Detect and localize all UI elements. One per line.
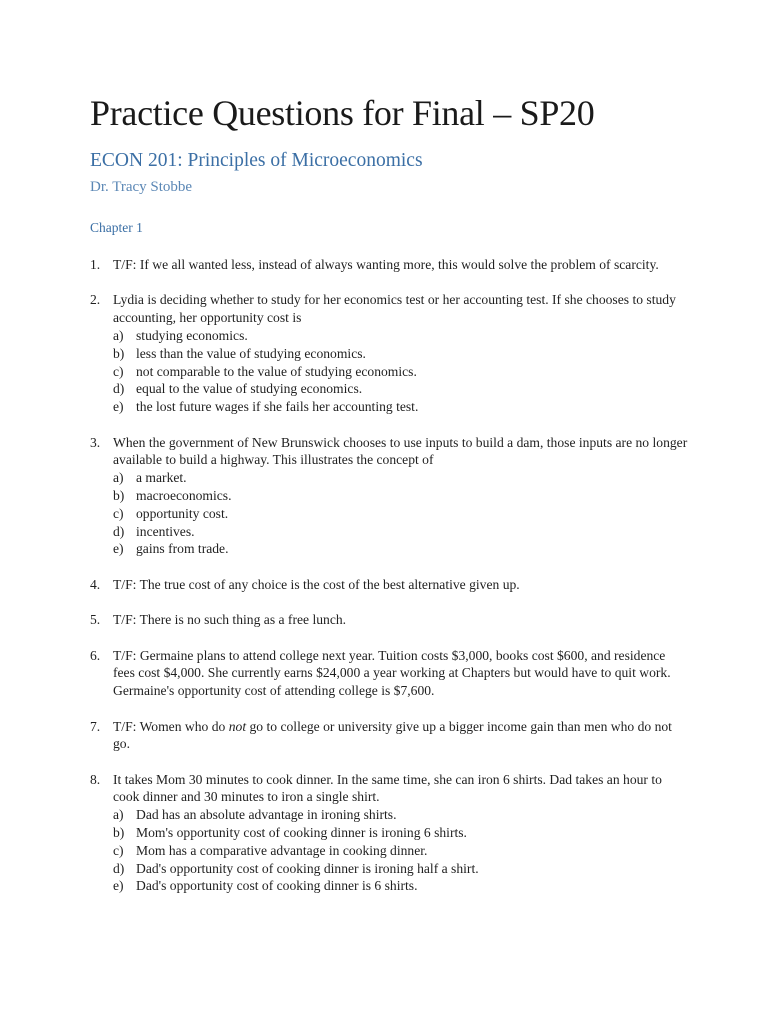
question-6	[90, 647, 690, 700]
course-subtitle: ECON 201: Principles of Microeconomics	[90, 150, 423, 171]
instructor-name: Dr. Tracy Stobbe	[90, 179, 193, 195]
option-letter: b)	[113, 825, 125, 841]
answer-option	[113, 327, 690, 345]
chapter-heading: Chapter 1	[90, 220, 143, 235]
question-text: T/F: If we all wanted less, instead of always wanting more, this would solve the problem of scarcity.	[113, 257, 659, 272]
answer-options	[113, 806, 690, 895]
option-letter: b)	[113, 487, 125, 503]
answer-option	[113, 877, 690, 895]
emphasized-word: not	[228, 718, 247, 734]
answer-option	[113, 487, 690, 505]
question-2	[90, 291, 690, 416]
answer-option	[113, 363, 690, 381]
option-letter: a)	[113, 470, 124, 486]
question-text-part: T/F: Women who do	[113, 718, 229, 734]
question-7	[90, 718, 690, 754]
option-letter: b)	[113, 345, 125, 361]
question-8	[90, 771, 690, 896]
question-number: 6.	[90, 647, 101, 663]
option-text: not comparable to the value of studying economics.	[136, 363, 417, 379]
option-text: the lost future wages if she fails her accounting test.	[136, 399, 419, 415]
answer-option	[113, 398, 690, 416]
option-text: Mom has a comparative advantage in cooking dinner.	[136, 842, 428, 858]
question-text: T/F: There is no such thing as a free lunch.	[113, 612, 347, 628]
answer-option	[113, 345, 690, 363]
option-text: equal to the value of studying economics.	[136, 381, 363, 397]
question-text: Lydia is deciding whether to study for her economics test or her accounting test. If she chooses to study accounting, her opportunity cost is	[113, 292, 676, 326]
question-text: When the government of New Brunswick chooses to use inputs to build a dam, those inputs are no longer available to build a highway. This illustrates the concept of	[113, 434, 688, 468]
question-text: It takes Mom 30 minutes to cook dinner. In the same time, she can iron 6 shirts. Dad takes an hour to cook dinner and 30 minutes to iron a single shirt.	[113, 771, 662, 805]
option-letter: e)	[113, 878, 124, 894]
question-number: 7.	[90, 718, 101, 734]
question-number: 8.	[90, 771, 101, 787]
question-text	[113, 718, 690, 754]
page-title: Practice Questions for Final – SP20	[90, 93, 595, 133]
answer-option	[113, 540, 690, 558]
question-number: 4.	[90, 576, 101, 592]
option-letter: c)	[113, 505, 124, 521]
answer-option	[113, 505, 690, 523]
question-1	[90, 256, 690, 274]
question-number: 5.	[90, 612, 101, 628]
option-letter: d)	[113, 860, 125, 876]
answer-option	[113, 523, 690, 541]
question-list	[90, 256, 690, 913]
option-text: Dad has an absolute advantage in ironing shirts.	[136, 807, 397, 823]
option-text: Dad's opportunity cost of cooking dinner is ironing half a shirt.	[136, 860, 479, 876]
option-text: gains from trade.	[136, 541, 229, 557]
question-number: 3.	[90, 434, 101, 450]
answer-options	[113, 469, 690, 558]
answer-option	[113, 469, 690, 487]
option-letter: c)	[113, 363, 124, 379]
answer-option	[113, 860, 690, 878]
answer-option	[113, 806, 690, 824]
option-letter: d)	[113, 523, 125, 539]
option-letter: c)	[113, 842, 124, 858]
option-text: Dad's opportunity cost of cooking dinner is 6 shirts.	[136, 878, 418, 894]
question-text: T/F: Germaine plans to attend college next year. Tuition costs $3,000, books cost $600, and residence fees cost $4,000. She currently earns $24,000 a year working at Chapters but would have to quit work. Germaine's opportunity cost of attending college is $7,600.	[113, 647, 671, 699]
option-letter: e)	[113, 541, 124, 557]
answer-option	[113, 380, 690, 398]
option-letter: d)	[113, 381, 125, 397]
option-letter: a)	[113, 807, 124, 823]
option-text: incentives.	[136, 523, 195, 539]
option-text: less than the value of studying economics.	[136, 345, 366, 361]
question-4	[90, 576, 690, 594]
question-number: 1.	[90, 257, 101, 272]
option-text: studying economics.	[136, 327, 248, 343]
option-letter: e)	[113, 399, 124, 415]
question-5	[90, 611, 690, 629]
option-text: opportunity cost.	[136, 505, 229, 521]
question-text: T/F: The true cost of any choice is the cost of the best alternative given up.	[113, 576, 520, 592]
option-text: a market.	[136, 470, 187, 486]
answer-options	[113, 327, 690, 416]
question-text-part: go to college or university give up a bigger income gain than men who do not go.	[113, 718, 672, 752]
option-text: Mom's opportunity cost of cooking dinner is ironing 6 shirts.	[136, 825, 467, 841]
answer-option	[113, 824, 690, 842]
option-text: macroeconomics.	[136, 487, 232, 503]
option-letter: a)	[113, 327, 124, 343]
question-number: 2.	[90, 292, 101, 308]
question-3	[90, 434, 690, 559]
answer-option	[113, 842, 690, 860]
